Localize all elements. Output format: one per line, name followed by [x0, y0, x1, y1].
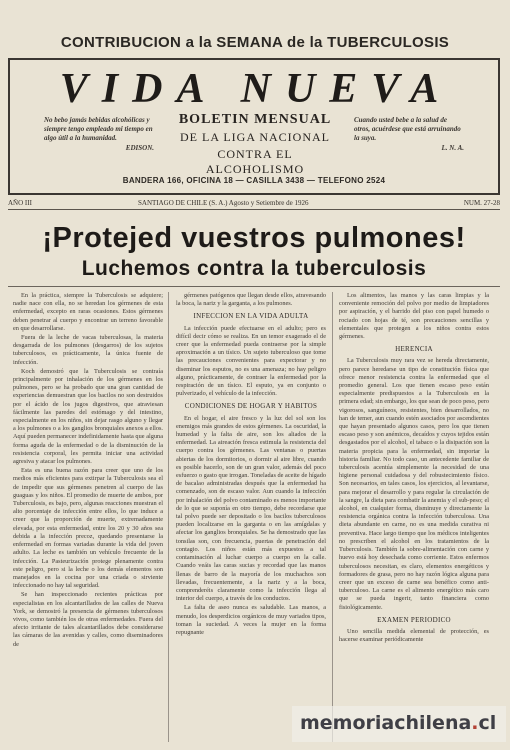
paragraph: Fuera de la leche de vacas tuberculosas, la materia desgarrada de los pulmones (desgarros) de los sujetos tuberculosos, es prácticamente, la única fuente de infección. — [13, 334, 163, 366]
section-heading: INFECCION EN LA VIDA ADULTA — [193, 312, 309, 321]
masthead-subtitle-1: BOLETIN MENSUAL — [178, 112, 332, 127]
quote-right-author: L. N. A. — [441, 144, 464, 152]
paragraph: Esta es una buena razón para creer que uno de los medios más eficientes para extirpar la Tuberculosis sea el de impedir que sus gérmenes penetren al cuerpo de las guaguas y los niños. El promedio de muerte de ambos, por Tuberculosis, es bajo, pero, algunas reacciones muestran el alto porcentaje de infección entre ellos, lo que induce a creer que la proporción de muerte, extremadamente elevada, por esta enfermedad, entre los 20 y 30 años sea debida a la infección precoz, quedando presentarse la enfermedad en formas variadas durante la vida del joven adulto. La leche es también un vehículo frecuente de la infección. La Pasteurización protege plenamente contra este peligro, pero si la leche o los demás elementos son manejados en la cocina por una criada o sirviente infeccionado no hay tal seguridad. — [13, 467, 163, 590]
issue-info-bar — [8, 198, 500, 210]
article-headline: ¡Protejed vuestros pulmones! — [42, 222, 466, 254]
paragraph: Koch demostró que la Tuberculosis se contraía principalmente por inhalación de los gérmenes en los pulmones, pero se ha probado que una gran cantidad de experiencias demuestran que los bacilos no son destruidos por el ácido de los jugos digestivos, que atraviesan fácilmente las paredes del estómago y del intestino, especialmente en los niños, sin dejar rasgo alguno y llegar a los pulmones o a los ganglios bronquiales anexos a ellos. Aquí pueden permanecer indefinidamente hasta que alguna forma aguda de la enfermedad o de la disminución de la resistencia corporal, les permita iniciar una actividad agresiva y atacar los pulmones. — [13, 367, 163, 466]
quote-left-author: EDISON. — [125, 144, 154, 152]
paragraph: Uno sencilla medida elemental de protección, es hacerse examinar periódicamente — [339, 627, 489, 644]
paragraph: gérmenes patógenos que llegan desde ellos, atravesando la boca, la nariz y la garganta, a los pulmones. — [176, 292, 326, 308]
issue-number: NUM. 27-28 — [463, 199, 500, 207]
masthead-subtitle-3: CONTRA EL ALCOHOLISMO — [205, 147, 305, 176]
watermark-main: memoriachilena — [300, 712, 472, 734]
watermark-end: cl — [478, 712, 497, 734]
quote-left — [44, 116, 154, 153]
masthead-box — [8, 58, 500, 195]
paragraph: La falta de aseo nunca es saludable. Las manos, a menudo, los desperdicios orgánicos de muy variados tipos, toman la suciedad. A veces la mujer en la forma repugnante — [176, 604, 326, 636]
masthead-title: VIDA NUEVA — [59, 66, 453, 112]
paragraph: En el hogar, el aire fresco y la luz del sol son los enemigos más grandes de estos gérmenes. La oscuridad, la humedad y la falta de aire, son los aliados de la enfermedad. La aireación fresca estimula la resistencia del cuerpo contra los gérmenes. Las ventanas o puertas abiertas de los dormitorios, o dormir al aire libre, cuando es posible hacerlo, son de un gran valor, además del poco esfuerzo o gasto que irrogan. Toneladas de aceite de hígado de bacalao administradas después que la enfermedad ha comenzado, son de escaso valor. Aun cuando la infección por inhalación del polvo contaminado es menos importante de lo que se suponía en otro tiempo, debe recordarse que tal polvo puede ser depositado o los bacilos tuberculosos pueden localizarse en la garganta o en las amígdalas y afectar los ganglios bronquiales. Se ha demostrado que las tonsilas son, con frecuencia, puertas de penetración del contagio. Los niños están más expuestos a tal contaminación al luchar cuerpo a cuerpo en la calle. Cuando veáis las caras sucias y recordad que las manos llenas de barro de la mayoría de los muchachos son llevadas, frecuentemente, a la nariz y a la boca, comprenderéis claramente como la infección llega al interior del cuerpo, a través de los conductos. — [176, 414, 326, 603]
article-subheadline: Luchemos contra la tuberculosis — [81, 257, 427, 280]
masthead-address: BANDERA 166, OFICINA 18 — CASILLA 3438 — TELEFONO 2524 — [122, 176, 386, 185]
site-watermark — [300, 712, 500, 734]
issue-year: AÑO III — [8, 199, 32, 207]
paragraph: Se han inspeccionado recientes prácticas por especialistas en los alcantarillados de las calles de Nueva York, se demostró la presencia de gérmenes tuberculosos vivos, como también los de otras enfermedades. Fuera del afecto irritante de tales alcantarillados debe considerarse las cámaras de las avenidas y calles, como diseminadores de — [13, 591, 163, 648]
top-banner: CONTRIBUCION a la SEMANA de la TUBERCULOSIS — [60, 34, 450, 51]
quote-right — [354, 116, 464, 153]
quote-right-text: Cuando usted bebe a la salud de otros, acuérdese que está arruinando la suya. — [354, 116, 461, 142]
masthead-subtitle-2: DE LA LIGA NACIONAL — [180, 130, 330, 144]
watermark-dot: . — [471, 712, 479, 734]
paragraph: En la práctica, siempre la Tuberculosis se adquiere; nadie nace con ella, no se heredan los gérmenes de esta enfermedad, excepto en raras ocasiones. Estos gérmenes deben penetrar al cuerpo y encontrar un terreno favorable en que desarrollarse. — [13, 292, 163, 332]
paragraph: La infección puede efectuarse en el adulto; pero es difícil decir cómo se realiza. En un temor exagerado el de creer que la enfermedad pueda contraerse por la simple aproximación a un tísico. Un sujeto tuberculoso que tome las precauciones convenientes para expectorar y no diseminar los esputos, no es una amenaza; no hay peligro alguno, prácticamente, de contraer la enfermedad por la respiración de un tísico. El esputo, ya en conjunto o pulverizado, el vehículo de la infección. — [176, 324, 326, 398]
section-heading: HERENCIA — [395, 345, 433, 354]
article-column-2 — [176, 292, 326, 742]
quote-left-text: No bebo jamás bebidas alcohólicas y siempre tengo empleado mi tiempo en algo útil a la humanidad. — [44, 116, 153, 142]
section-heading: CONDICIONES DE HOGAR Y HABITOS — [184, 402, 318, 411]
column-divider — [332, 292, 333, 742]
headline-rule — [8, 286, 500, 287]
issue-place-date: SANTIAGO DE CHILE (S. A.) Agosto y Setiembre de 1926 — [138, 199, 309, 207]
paragraph: La Tuberculosis muy rara vez se hereda directamente, pero parece heredarse un tipo de constitución física que ofrece menor resistencia contra la enfermedad que el promedio general. Los que tienen escaso peso están especialmente predispuestos a la Tuberculosis en la primera edad; sin embargo, los que sean de poco peso, pero vigorosos, sanguíneos, resistentes, bien desarrollados, no han de temer, aun cuando estén asociados por ascendientes que hayan presentado algunos casos, pero los que tienen escaso peso y son anémicos, decaídos y cuyos tejidos están desgastados por el alcohol, el tabaco o la disipación son la materia propicia para la enfermedad, sin importar la historia familiar. No todo caso, un antecedente familiar de tuberculosis acentúa simplemente la necesidad de una higiene personal cuidadosa y del robustecimiento físico. Son necesarios, en tales casos, los ejercicios, al levantarse, para mejorar el desarrollo y para regular la circulación de la sangre, la dieta para combatir la anemia y el sub-peso; el alcohol, en cualquier forma, disminuye y directamente la resistencia orgánica contra la infección tuberculosa. Una dieta abundante en carne, no es una medida curativa ni preventiva. Hace largo tiempo que los médicos inteligentes no prescriben el alcohol en los tratamientos de la Tuberculosis. También la sobre-alimentación con carne y huevo está hoy desechada como corriente. Estos enfermos tuberculosos necesitan, es claro, elementos energéticos y formadores de grasa, pero no hay razón lógica alguna para creer que un exceso de carne sea benéfico como anti-tuberculoso. La carne es el alimento energético más caro que se pueda ingerir, tanto financiera como fisiológicamente. — [339, 357, 489, 611]
paragraph: Los alimentos, las manos y las caras limpias y la conveniente remoción del polvo por medio de limpiadores por aspiración, y el barrido del piso con papel humedo o rociado con hojas de té, son precauciones sencillas y elementales que protegen a los niños contra estos gérmenes. — [339, 292, 489, 341]
article-column-1 — [13, 292, 163, 742]
column-divider — [168, 292, 169, 742]
section-heading: EXAMEN PERIODICO — [377, 615, 451, 624]
article-column-3 — [339, 292, 489, 742]
